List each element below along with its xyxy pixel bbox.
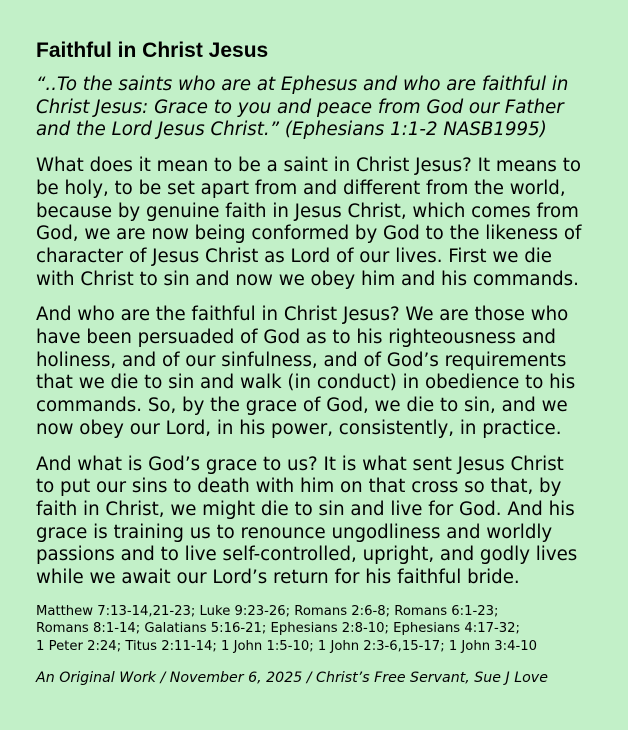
paragraph-line: now obey our Lord, in his power, consistently, in practice. (36, 417, 562, 439)
quote-line: “..To the saints who are at Ephesus and who are faithful in (36, 74, 569, 95)
reference-line: Matthew 7:13-14,21-23; Luke 9:23-26; Romans 2:6-8; Romans 6:1-23; (36, 603, 499, 619)
quote-line: and the Lord Jesus Christ.” (Ephesians 1:1-2 NASB1995) (36, 119, 547, 141)
scripture-quote (36, 74, 608, 142)
paragraph-line: And what is God’s grace to us? It is what sent Jesus Christ (36, 453, 564, 475)
paragraph-line: faith in Christ, we might die to sin and live for God. And his (36, 498, 575, 520)
paragraph-line: God, we are now being conformed by God to the likeness of (36, 223, 582, 245)
article (36, 38, 608, 687)
paragraph-line: while we await our Lord’s return for his faithful bride. (36, 567, 520, 589)
reference-line: 1 Peter 2:24; Titus 2:11-14; 1 John 1:5-10; 1 John 2:3-6,15-17; 1 John 3:4-10 (36, 638, 538, 654)
paragraph-grace (36, 454, 608, 590)
paragraph-line: And who are the faithful in Christ Jesus? We are those who (36, 304, 569, 326)
article-title: Faithful in Christ Jesus (36, 39, 269, 62)
paragraph-line: grace is training us to renounce ungodliness and worldly (36, 521, 553, 543)
paragraph-faithful (36, 304, 608, 440)
paragraph-saint (36, 155, 608, 291)
paragraph-line: commands. So, by the grace of God, we die to sin, and we (36, 395, 568, 417)
paragraph-line: because by genuine faith in Jesus Christ, which comes from (36, 200, 579, 222)
quote-line: Christ Jesus: Grace to you and peace from God our Father (36, 96, 564, 118)
paragraph-line: that we die to sin and walk (in conduct) in obedience to his (36, 372, 576, 394)
paragraph-line: to put our sins to death with him on that cross so that, by (36, 476, 562, 498)
author-signature: An Original Work / November 6, 2025 / Christ’s Free Servant, Sue J Love (36, 670, 548, 687)
paragraph-line: have been persuaded of God as to his righteousness and (36, 327, 556, 349)
paragraph-line: character of Jesus Christ as Lord of our lives. First we die (36, 245, 552, 267)
paragraph-line: passions and to live self-controlled, upright, and godly lives (36, 544, 578, 566)
paragraph-line: holiness, and of our sinfulness, and of God’s requirements (36, 349, 567, 371)
paragraph-line: with Christ to sin and now we obey him and his commands. (36, 268, 579, 290)
reference-line: Romans 8:1-14; Galatians 5:16-21; Ephesians 2:8-10; Ephesians 4:17-32; (36, 621, 520, 637)
scripture-references (36, 603, 608, 656)
paragraph-line: be holy, to be set apart from and different from the world, (36, 177, 566, 199)
paragraph-line: What does it mean to be a saint in Christ Jesus? It means to (36, 155, 581, 177)
